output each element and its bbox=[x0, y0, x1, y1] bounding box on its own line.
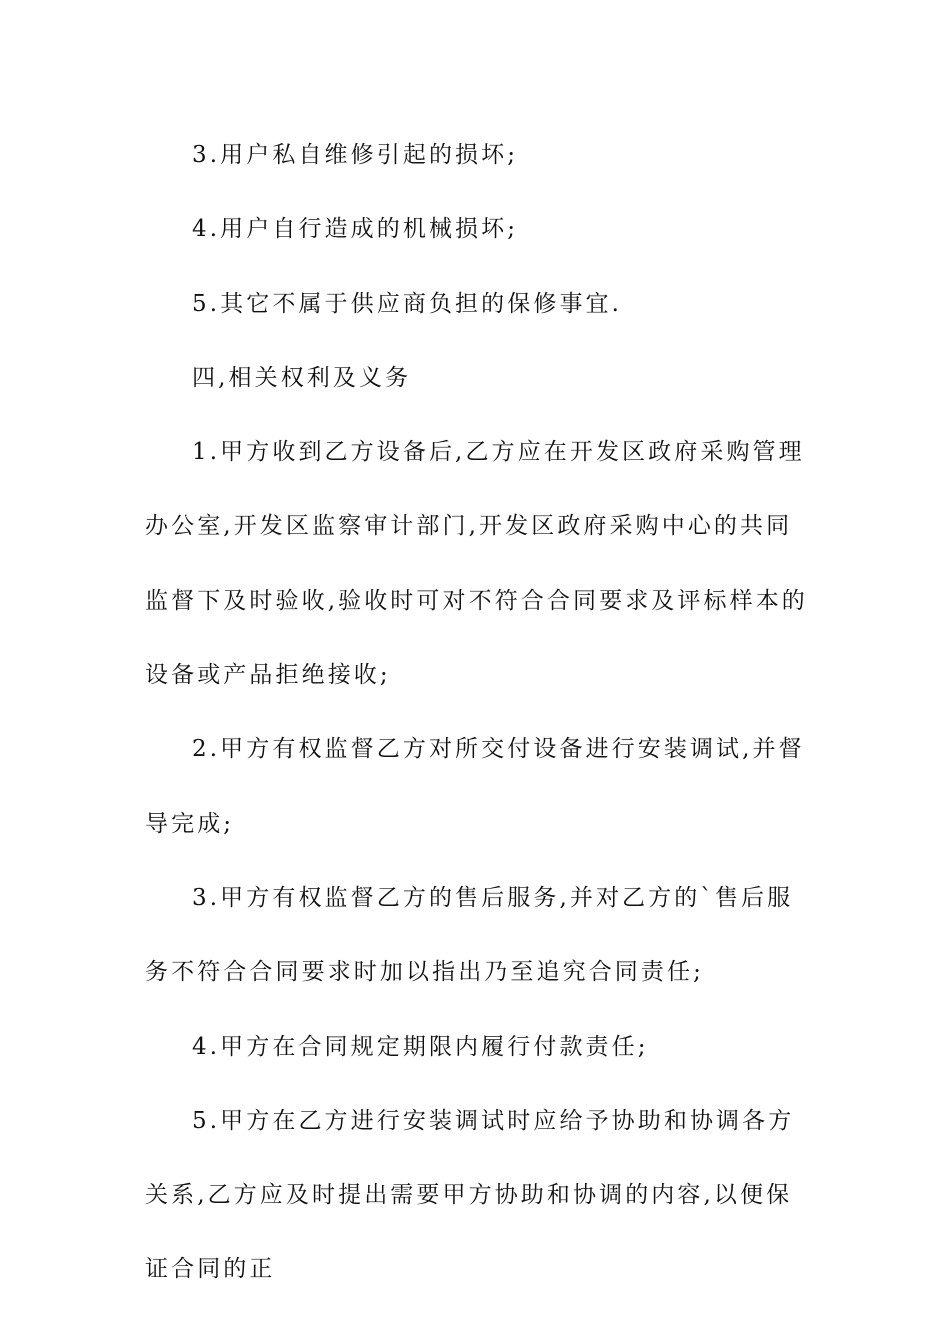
paragraph-warranty-exclusion-5: 5.其它不属于供应商负担的保修事宜. bbox=[192, 290, 623, 317]
paragraph-warranty-exclusion-3: 3.用户私自维修引起的损坏; bbox=[192, 142, 519, 168]
paragraph-obligation-3: 3.甲方有权监督乙方的售后服务,并对乙方的`售后服务不符合合同要求时加以指出乃至追究合同责任; bbox=[145, 884, 794, 986]
paragraph-warranty-exclusion-4: 4.用户自行造成的机械损坏; bbox=[192, 216, 519, 243]
paragraph-obligation-4: 4.甲方在合同规定期限内履行付款责任; bbox=[192, 1033, 649, 1060]
paragraph-obligation-1: 1.甲方收到乙方设备后,乙方应在开发区政府采购管理办公室,开发区监察审计部门,开发区政府采购中心的共同监督下及时验收,验收时可对不符合合同要求及评标样本的设备或产品拒绝接收; bbox=[145, 439, 808, 689]
paragraph-obligation-5: 5.甲方在乙方进行安装调试时应给予协助和协调各方关系,乙方应及时提出需要甲方协助和协调的内容,以便保证合同的正 bbox=[145, 1107, 795, 1283]
paragraph-obligation-2: 2.甲方有权监督乙方对所交付设备进行安装调试,并督导完成; bbox=[145, 736, 805, 837]
section-heading-rights-obligations: 四,相关权利及义务 bbox=[192, 364, 412, 391]
document-body bbox=[145, 118, 810, 1307]
